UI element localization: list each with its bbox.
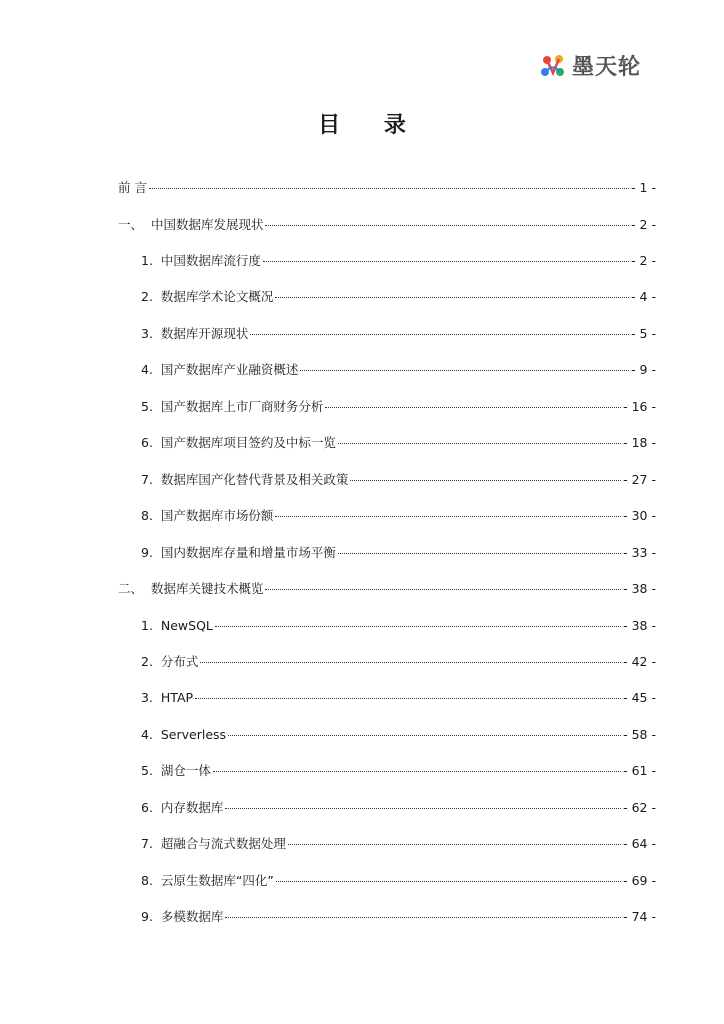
toc-leader-dots <box>263 251 629 262</box>
toc-leader-dots <box>275 287 629 298</box>
toc-entry-number: 3. <box>141 690 161 705</box>
toc-entry[interactable] <box>141 287 656 307</box>
toc-entry-number: 4. <box>141 362 161 377</box>
toc-entry-label: 数据库国产化替代背景及相关政策 <box>160 472 349 487</box>
toc-entry[interactable] <box>141 251 656 271</box>
toc-entry-number: 7. <box>141 836 161 851</box>
toc-entry-page: - 45 - <box>623 690 656 705</box>
toc-entry-label: 数据库学术论文概况 <box>160 289 274 304</box>
toc-leader-dots <box>275 506 621 517</box>
toc-entry-number: 8. <box>141 508 161 523</box>
toc-leader-dots <box>250 324 629 335</box>
toc-leader-dots <box>225 798 621 809</box>
toc-leader-dots <box>213 761 621 772</box>
toc-entry-label: 数据库开源现状 <box>160 326 249 341</box>
toc-entry[interactable] <box>141 324 656 344</box>
toc-entry[interactable] <box>141 761 656 781</box>
toc-entry[interactable] <box>141 360 656 380</box>
toc-leader-dots <box>288 834 621 845</box>
toc-entry[interactable] <box>141 798 656 818</box>
toc-leader-dots <box>228 725 621 736</box>
toc-leader-dots <box>200 652 621 663</box>
toc-entry[interactable] <box>141 834 656 854</box>
toc-leader-dots <box>265 215 629 226</box>
toc-entry-page: - 9 - <box>631 362 656 377</box>
toc-entry-page: - 16 - <box>623 399 656 414</box>
toc-entry-label: 分布式 <box>160 654 199 669</box>
toc-entry-label: NewSQL <box>160 618 213 633</box>
brand-logo <box>538 50 641 81</box>
toc-entry-label: Serverless <box>160 727 227 742</box>
toc-entry-number: 2. <box>141 289 161 304</box>
toc-entry-label: 湖仓一体 <box>160 763 211 778</box>
toc-entry-page: - 4 - <box>631 289 656 304</box>
toc-entry[interactable] <box>118 178 656 198</box>
toc-entry-label: 国内数据库存量和增量市场平衡 <box>160 545 336 560</box>
toc-leader-dots <box>350 470 621 481</box>
motianlun-logo-icon <box>538 51 568 81</box>
toc-entry-label: 数据库关键技术概览 <box>150 581 264 596</box>
toc-entry-number: 一、 <box>118 217 151 232</box>
toc-entry-page: - 38 - <box>623 581 656 596</box>
toc-entry-label: 中国数据库发展现状 <box>150 217 264 232</box>
toc-entry-page: - 38 - <box>623 618 656 633</box>
toc-entry-page: - 18 - <box>623 435 656 450</box>
toc-entry-page: - 2 - <box>631 217 656 232</box>
toc-leader-dots <box>338 433 621 444</box>
toc-entry-label: 国产数据库项目签约及中标一览 <box>160 435 336 450</box>
toc-leader-dots <box>325 397 621 408</box>
toc-entry[interactable] <box>118 215 656 235</box>
toc-entry-number: 二、 <box>118 581 151 596</box>
toc-leader-dots <box>195 688 621 699</box>
toc-entry-number: 1. <box>141 253 161 268</box>
toc-entry-label: 国产数据库上市厂商财务分析 <box>160 399 324 414</box>
toc-entry-page: - 5 - <box>631 326 656 341</box>
toc-entry-number: 3. <box>141 326 161 341</box>
toc-leader-dots <box>215 616 621 627</box>
toc-leader-dots <box>276 871 621 882</box>
toc-entry-page: - 64 - <box>623 836 656 851</box>
toc-entry-page: - 2 - <box>631 253 656 268</box>
toc-leader-dots <box>338 543 621 554</box>
toc-entry[interactable] <box>141 652 656 672</box>
logo-text: 墨天轮 <box>572 55 642 80</box>
toc-entry-number: 5. <box>141 763 161 778</box>
toc-entry-page: - 27 - <box>623 472 656 487</box>
toc-entry-page: - 61 - <box>623 763 656 778</box>
toc-entry-number: 1. <box>141 618 161 633</box>
toc-leader-dots <box>300 360 629 371</box>
toc-entry-number: 6. <box>141 800 161 815</box>
toc-entry[interactable] <box>141 688 656 708</box>
toc-entry-label: 内存数据库 <box>160 800 224 815</box>
page-title: 目 录 <box>318 113 424 138</box>
toc-entry-page: - 58 - <box>623 727 656 742</box>
toc-entry-number: 5. <box>141 399 161 414</box>
toc-entry-page: - 30 - <box>623 508 656 523</box>
toc-entry[interactable] <box>141 616 656 636</box>
toc-entry-number: 4. <box>141 727 161 742</box>
toc-entry-label: 云原生数据库“四化” <box>160 873 274 888</box>
toc-entry[interactable] <box>141 871 656 891</box>
toc-entry[interactable] <box>141 725 656 745</box>
toc-entry-label: HTAP <box>160 690 194 705</box>
toc-entry-label: 超融合与流式数据处理 <box>160 836 286 851</box>
toc-entry-page: - 74 - <box>623 909 656 924</box>
toc-entry-page: - 62 - <box>623 800 656 815</box>
toc-entry[interactable] <box>118 579 656 599</box>
toc-entry[interactable] <box>141 543 656 563</box>
toc-entry-number: 8. <box>141 873 161 888</box>
toc-entry-number: 9. <box>141 909 161 924</box>
toc-entry-page: - 69 - <box>623 873 656 888</box>
toc-entry-number: 7. <box>141 472 161 487</box>
toc-entry-label: 中国数据库流行度 <box>160 253 261 268</box>
toc-entry[interactable] <box>141 470 656 490</box>
toc-entry-page: - 1 - <box>631 180 656 195</box>
toc-entry-number: 9. <box>141 545 161 560</box>
toc-entry-number: 6. <box>141 435 161 450</box>
toc-leader-dots <box>225 907 621 918</box>
toc-entry[interactable] <box>141 433 656 453</box>
toc-entry-page: - 33 - <box>623 545 656 560</box>
toc-entry-label: 前 言 <box>118 180 147 195</box>
toc-entry-label: 多模数据库 <box>160 909 224 924</box>
toc-leader-dots <box>265 579 621 590</box>
toc-entry-number: 2. <box>141 654 161 669</box>
toc-entry-label: 国产数据库市场份额 <box>160 508 274 523</box>
toc-leader-dots <box>149 178 629 189</box>
toc-entry[interactable] <box>141 907 656 927</box>
toc-entry[interactable] <box>141 397 656 417</box>
toc-entry[interactable] <box>141 506 656 526</box>
toc-entry-label: 国产数据库产业融资概述 <box>160 362 299 377</box>
toc-entry-page: - 42 - <box>623 654 656 669</box>
